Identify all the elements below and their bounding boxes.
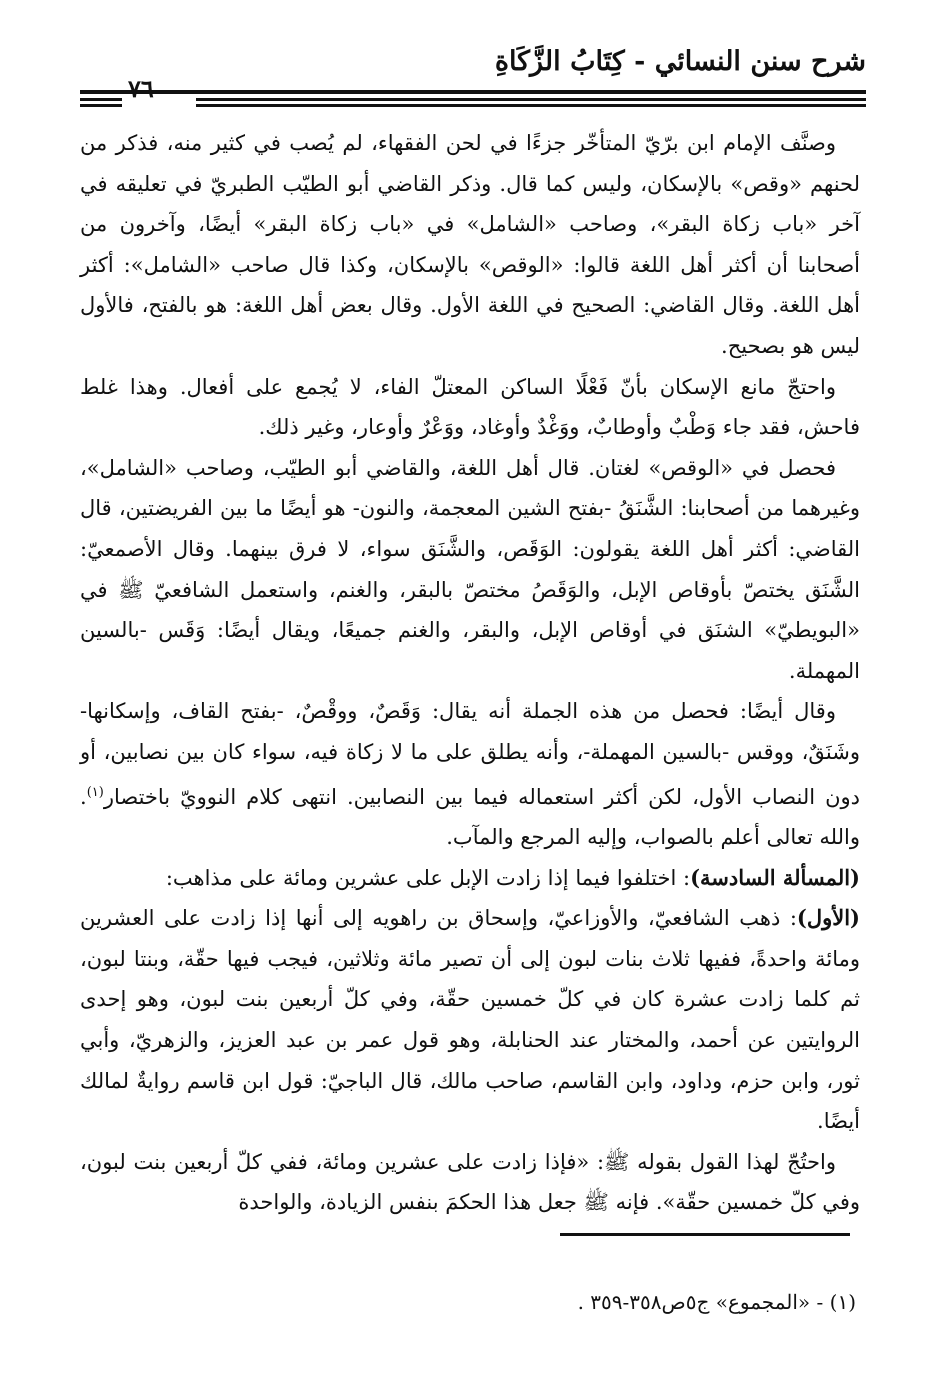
footnote-separator (560, 1233, 850, 1236)
paragraph-6 (80, 898, 860, 1142)
header-rule-top (80, 90, 866, 94)
paragraph-1: وصنَّف الإمام ابن برّيّ المتأخّر جزءًا في لحن الفقهاء، لم يُصب في كثير منه، فذكر من لحنهم «وقص» بالإسكان، وليس كما قال. وذكر القاضي أبو الطيّب الطبريّ في تعليقه في آخر «باب زكاة البقر»، وصاحب «الشامل» في «باب زكاة البقر» أيضًا، وآخرون من أصحابنا أن أكثر أهل اللغة قالوا: «الوقص» بالإسكان، وكذا قال صاحب «الشامل»: أكثر أهل اللغة. وقال القاضي: الصحيح في اللغة الأول. وقال بعض أهل اللغة: هو بالفتح، فالأول ليس هو بصحيح. (80, 131, 860, 358)
running-title: شرح سنن النسائي - كِتَابُ الزَّكَاةِ (494, 46, 866, 77)
paragraph-3: فحصل في «الوقص» لغتان. قال أهل اللغة، والقاضي أبو الطيّب، وصاحب «الشامل»، وغيرهما من أصحابنا: الشَّنَقُ -بفتح الشين المعجمة، والنون- هو أيضًا ما بين الفريضتين، قال القاضي: أكثر أهل اللغة يقولون: الوَقَص، والشَّنَق سواء، لا فرق بينهما. وقال الأصمعيّ: الشَّنَق يختصّ بأوقاص الإبل، والوَقَصُ مختصّ بالبقر، والغنم، واستعمل الشافعيّ ﷺ في «البويطيّ» الشنَق في أوقاص الإبل، والبقر، والغنم جميعًا، ويقال أيضًا: وَقَس -بالسين المهملة. (80, 455, 860, 683)
first-opinion-heading: (الأول) (796, 905, 860, 931)
paragraph-4-text-after: . والله تعالى أعلم بالصواب، وإليه المرجع والمآب. (80, 784, 860, 850)
paragraph-5-text: : اختلفوا فيما إذا زادت الإبل على عشرين ومائة على مذاهب: (165, 865, 691, 890)
header-rule-double-1 (80, 98, 122, 101)
header-rule-double-2 (80, 104, 122, 107)
issue-heading: (المسألة السادسة) (690, 864, 860, 890)
header-rule-right-1 (196, 98, 866, 101)
header-rule-right-2 (196, 104, 866, 107)
paragraph-7: واحتُجّ لهذا القول بقوله ﷺ: «فإذا زادت على عشرين ومائة، ففي كلّ أربعين بنت لبون، وفي كلّ خمسين حقّة». فإنه ﷺ جعل هذا الحكمَ بنفس الزيادة، والواحدة (80, 1149, 860, 1215)
paragraph-4 (80, 691, 860, 857)
paragraph-4-text: وقال أيضًا: فحصل من هذه الجملة أنه يقال: وَقَصٌ، ووقْصٌ، -بفتح القاف، وإسكانها- وشَنَقٌ، ووقس -بالسين المهملة-، وأنه يطلق على ما لا زكاة فيه، سواء كان بين نصابين، أو دون النصاب الأول، لكن أكثر استعماله فيما بين النصابين. انتهى كلام النوويّ باختصار (80, 699, 860, 809)
paragraph-5 (80, 858, 860, 899)
paragraph-6-text: : ذهب الشافعيّ، والأوزاعيّ، وإسحاق بن راهويه إلى أنها إذا زادت على العشرين ومائة واحدةً، ففيها ثلاث بنات لبون إلى أن تصير مائة وثلاثين، فيجب فيها حقّة، وبنتا لبون، ثم كلما زادت عشرة كان في كلّ خمسين حقّة، وفي كلّ أربعين بنت لبون، وهو إحدى الروايتين عن أحمد، والمختار عند الحنابلة، وهو قول عمر بن عبد العزيز، والزهريّ، وأبي ثور، وابن حزم، وداود، وابن القاسم، صاحب مالك، قال الباجيّ: قول ابن قاسم روايةٌ لمالك أيضًا. (80, 906, 860, 1134)
page-number: ٧٦ (128, 74, 154, 103)
footnote-reference: (١) (86, 784, 104, 800)
main-text (80, 123, 860, 1223)
footnote: (١) - «المجموع» ج٥ص٣٥٨-٣٥٩ . (577, 1290, 856, 1314)
paragraph-2: واحتجّ مانع الإسكان بأنّ فَعْلًا الساكن المعتلّ الفاء، لا يُجمع على أفعال. وهذا غلط فاحش، فقد جاء وَطْبٌ وأوطابٌ، ووَغْدٌ وأوغاد، ووَعْرٌ وأوعار، وغير ذلك. (80, 374, 860, 440)
